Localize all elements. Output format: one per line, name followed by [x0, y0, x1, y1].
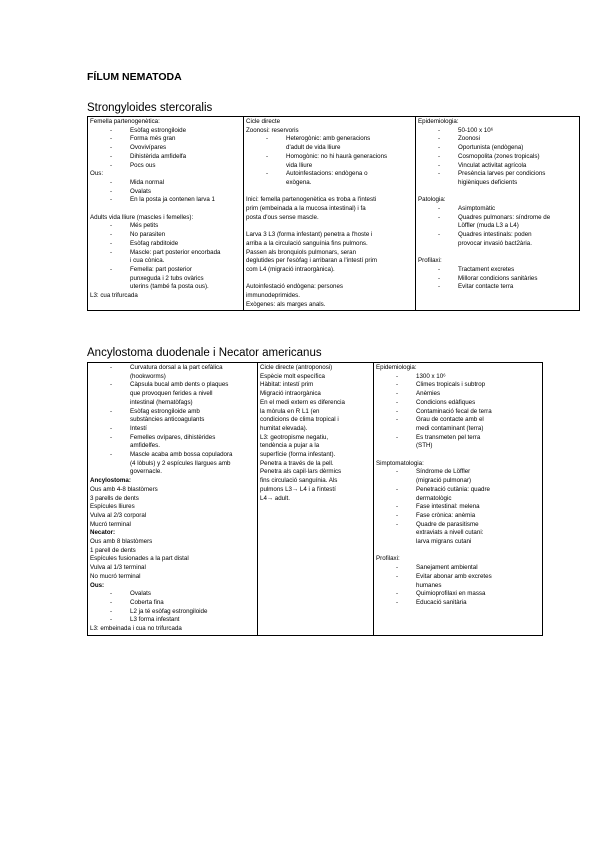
text-line: deglutides per l'esòfag i arribaran a l'intestí prim	[246, 257, 377, 265]
blank-line	[418, 188, 577, 197]
bullet-continuation: que provoquen ferides a nivell	[130, 390, 213, 398]
bullet-item: - Homogònic: no hi haurà generacions	[246, 153, 413, 162]
text-line: arriba a la circulació sanguínia fins pulmons.	[246, 239, 368, 247]
section-heading-ancylostoma-necator: Ancylostoma duodenale i Necator americanus	[87, 347, 322, 359]
bullet-continuation: punxeguda i 2 tubs ovàrics	[130, 274, 204, 282]
text-line: L3: geotropisme negatiu,	[260, 433, 329, 441]
ancylostoma-necator-table	[87, 362, 543, 636]
text-line: Profilaxi:	[376, 555, 400, 563]
bullet-item: - En la posta ja contenen larva 1	[90, 196, 241, 205]
text-line: Ous amb 8 blastòmers	[90, 538, 153, 546]
bullet-item: - No parasiten	[90, 231, 241, 240]
blank-line	[246, 188, 413, 197]
subheading: Ous:	[90, 581, 105, 589]
text-line: 3 parells de dents	[90, 494, 139, 502]
blank-line	[246, 222, 413, 231]
bullet-item: - Es transmeten pel terra	[376, 434, 540, 443]
text-line: Profilaxi:	[418, 257, 442, 265]
blank-line	[418, 249, 577, 258]
bullet-item: - Intestí	[90, 425, 255, 434]
bullet-continuation: dermatològic	[416, 494, 452, 502]
bullet-item: - Educació sanitària	[376, 599, 540, 608]
section-heading-strongyloides: Strongyloides stercoralis	[87, 102, 213, 114]
bullet-continuation: humanes	[416, 581, 442, 589]
text-line: Exògenes: als marges anals.	[246, 300, 326, 308]
bullet-item: - Anèmies	[376, 390, 540, 399]
bullet-continuation: (migració pulmonar)	[416, 477, 472, 485]
text-line: Penetra a través de la pell.	[260, 459, 334, 467]
bullet-item: - 1300 x 10⁶	[376, 373, 540, 382]
text-line: Epidemiologia:	[376, 364, 417, 371]
bullet-item: - Climes tropicals i subtrop	[376, 381, 540, 390]
bullet-continuation: intestinal (hematòfags)	[130, 398, 193, 406]
text-line: Ous amb 4-8 blastòmers	[90, 485, 158, 493]
bullet-item: - Esòfag estrongiloide amb	[90, 408, 255, 417]
text-line: Patologia:	[418, 196, 446, 204]
bullet-item: - Càpsula bucal amb dents o plaques	[90, 381, 255, 390]
text-line: Autoinfestació endògena: persones	[246, 283, 344, 291]
bullet-item: - Zoonosi	[418, 135, 577, 144]
bullet-item: - Evitar abonar amb excretes	[376, 573, 540, 582]
bullet-item: - Condicions edàfiques	[376, 399, 540, 408]
text-line: Inici: femella partenogenètica es troba a l'intesti	[246, 196, 377, 204]
bullet-item: - Quadres intestinals: poden	[418, 231, 577, 240]
strongyloides-table	[87, 116, 580, 311]
bullet-continuation: d'adult de vida lliure	[286, 144, 341, 152]
text-line: condicions de clima tropical i	[260, 416, 339, 424]
text-line: No mucró terminal	[90, 572, 141, 580]
strongyloides-epidemiology-cell	[416, 117, 580, 311]
bullet-continuation: Löffler (muda L3 a L4)	[458, 222, 519, 230]
bullet-continuation: uterins (també fa posta ous).	[130, 283, 209, 291]
text-line: fins circulació sanguínia. Als	[260, 477, 338, 485]
text-line: posta d'ous sense mascle.	[246, 213, 319, 221]
bullet-item: - Quimioprofilaxi en massa	[376, 590, 540, 599]
text-line: prim (embeinada a la mucosa intestinal) i fa	[246, 205, 366, 213]
blank-line	[376, 547, 540, 556]
text-line: Migració intraorgànica	[260, 390, 321, 398]
bullet-item: - Mascle acaba amb bossa copuladora	[90, 451, 255, 460]
bullet-continuation: (hookworms)	[130, 372, 166, 380]
bullet-item: - Més petits	[90, 222, 241, 231]
bullet-item: - Coberta fina	[90, 599, 255, 608]
bullet-continuation: (STH)	[416, 442, 433, 450]
text-line: Espícules fusionades a la part distal	[90, 555, 189, 563]
ancylostoma-epidemiology-cell	[374, 363, 543, 636]
text-line: Espícules lliures	[90, 503, 135, 511]
bullet-item: - Asimptomàtic	[418, 205, 577, 214]
bullet-item: - Femella: part posterior	[90, 266, 241, 275]
bullet-continuation: higièniques deficients	[458, 178, 518, 186]
text-line: 1 parell de dents	[90, 546, 136, 554]
bullet-item: - Tractament excretes	[418, 266, 577, 275]
bullet-continuation: substàncies anticoagulants	[130, 416, 205, 424]
text-line: Ous:	[90, 170, 104, 178]
text-line: Epidemiologia:	[418, 118, 459, 125]
subheading: Ancylostoma:	[90, 477, 131, 485]
blank-line	[246, 275, 413, 284]
text-line: Vulva al 2/3 corporal	[90, 511, 147, 519]
text-line: Femella partenogenètica:	[90, 118, 160, 125]
bullet-item: - Oportunista (endògena)	[418, 144, 577, 153]
text-line: la mòrula en R L1 (en	[260, 407, 320, 415]
bullet-item: - Quadre de parasitisme	[376, 521, 540, 530]
bullet-item: - Pocs ous	[90, 162, 241, 171]
page-title: FÍLUM NEMATODA	[87, 71, 182, 83]
ancylostoma-morphology-cell	[88, 363, 258, 636]
text-line: L3: cua trifurcada	[90, 292, 138, 300]
bullet-continuation: i cua cònica.	[130, 257, 165, 265]
text-line: Larva 3 L3 (forma infestant) penetra a l'hoste i	[246, 231, 373, 239]
text-line: Penetra als capil·lars dèrmics	[260, 468, 342, 476]
bullet-item: - Autoinfestacions: endògena o	[246, 170, 413, 179]
bullet-item: - Esòfag estrongiloide	[90, 127, 241, 136]
bullet-item: - Evitar contacte terra	[418, 283, 577, 292]
bullet-item: - Ovovivípares	[90, 144, 241, 153]
text-line: Cicle directe (antroponosi)	[260, 364, 333, 371]
bullet-item: - Grau de contacte amb el	[376, 416, 540, 425]
text-line: humitat elevada).	[260, 424, 308, 432]
bullet-item: - Vinculat activitat agrícola	[418, 162, 577, 171]
bullet-item: - Dihistèrida amfidelfa	[90, 153, 241, 162]
bullet-item: - Sanejament ambiental	[376, 564, 540, 573]
bullet-item: - Presència larves per condicions	[418, 170, 577, 179]
bullet-item: - Ovalats	[90, 188, 241, 197]
bullet-item: - Fase crònica: anèmia	[376, 512, 540, 521]
bullet-item: - Cosmopolita (zones tropicals)	[418, 153, 577, 162]
text-line: Hàbitat: intestí prim	[260, 381, 314, 389]
bullet-continuation: amfidelfes.	[130, 442, 160, 450]
text-line: tendència a pujar a la	[260, 442, 320, 450]
text-line: L4→ adult.	[260, 494, 290, 502]
bullet-item: - Ovalats	[90, 590, 255, 599]
bullet-item: - L3 forma infestant	[90, 616, 255, 625]
text-line: Zoonosi: reservoris	[246, 126, 299, 134]
bullet-continuation: provocar invasió bact2ària.	[458, 239, 532, 247]
strongyloides-cycle-cell	[244, 117, 416, 311]
bullet-continuation: medi contaminant (terra)	[416, 424, 484, 432]
text-line: En el medi extern es diferencia	[260, 398, 345, 406]
bullet-item: - Femelles ovípares, dihistèrides	[90, 434, 255, 443]
bullet-item: - Heterogònic: amb generacions	[246, 135, 413, 144]
bullet-item: - Mida normal	[90, 179, 241, 188]
bullet-continuation: extraviats a nivell cutani:	[416, 529, 484, 537]
text-line: Vulva al 1/3 terminal	[90, 564, 146, 572]
text-line: Simptomatologia:	[376, 459, 424, 467]
text-line: immunodeprimides.	[246, 292, 300, 300]
bullet-item: - Fase intestinal: melena	[376, 503, 540, 512]
bullet-item: - 50-100 x 10⁶	[418, 127, 577, 136]
text-line: Adults vida lliure (mascles i femelles):	[90, 213, 194, 221]
bullet-item: - Síndrome de Löffler	[376, 468, 540, 477]
subheading: Necator:	[90, 529, 116, 537]
bullet-item: - Quadres pulmonars: síndrome de	[418, 214, 577, 223]
text-line: Passen als bronquiols pulmonars, seran	[246, 248, 357, 256]
text-line: Espècie molt específica	[260, 372, 325, 380]
blank-line	[90, 205, 241, 214]
blank-line	[376, 451, 540, 460]
text-line: Cicle directe	[246, 118, 281, 125]
text-line: superfície (forma infestant).	[260, 451, 336, 459]
bullet-item: - Forma més gran	[90, 135, 241, 144]
bullet-continuation: larva migrans cutani	[416, 538, 472, 546]
bullet-item: - Esòfag rabditoide	[90, 240, 241, 249]
bullet-item: - Contaminació fecal de terra	[376, 408, 540, 417]
text-line: pulmons L3→ L4 i a l'intestí	[260, 485, 336, 493]
bullet-item: - Penetració cutània: quadre	[376, 486, 540, 495]
text-line: Mucró terminal	[90, 520, 131, 528]
bullet-item: - Mascle: part posterior encorbada	[90, 249, 241, 258]
bullet-continuation: (4 lòbuls) y 2 espícules llargues amb	[130, 459, 231, 467]
bullet-continuation: exògena.	[286, 178, 312, 186]
ancylostoma-cycle-cell	[258, 363, 374, 636]
bullet-item: - Curvatura dorsal a la part cefàlica	[90, 364, 255, 373]
bullet-continuation: vida lliure	[286, 161, 313, 169]
bullet-item: - Millorar condicions sanitàries	[418, 275, 577, 284]
text-line: L3: embeinada i cua no trifurcada	[90, 625, 182, 633]
bullet-continuation: governacle.	[130, 468, 162, 476]
bullet-item: - L2 ja té esòfag estrongiloide	[90, 608, 255, 617]
text-line: com L4 (migració intraorgànica).	[246, 265, 335, 273]
strongyloides-morphology-cell	[88, 117, 244, 311]
